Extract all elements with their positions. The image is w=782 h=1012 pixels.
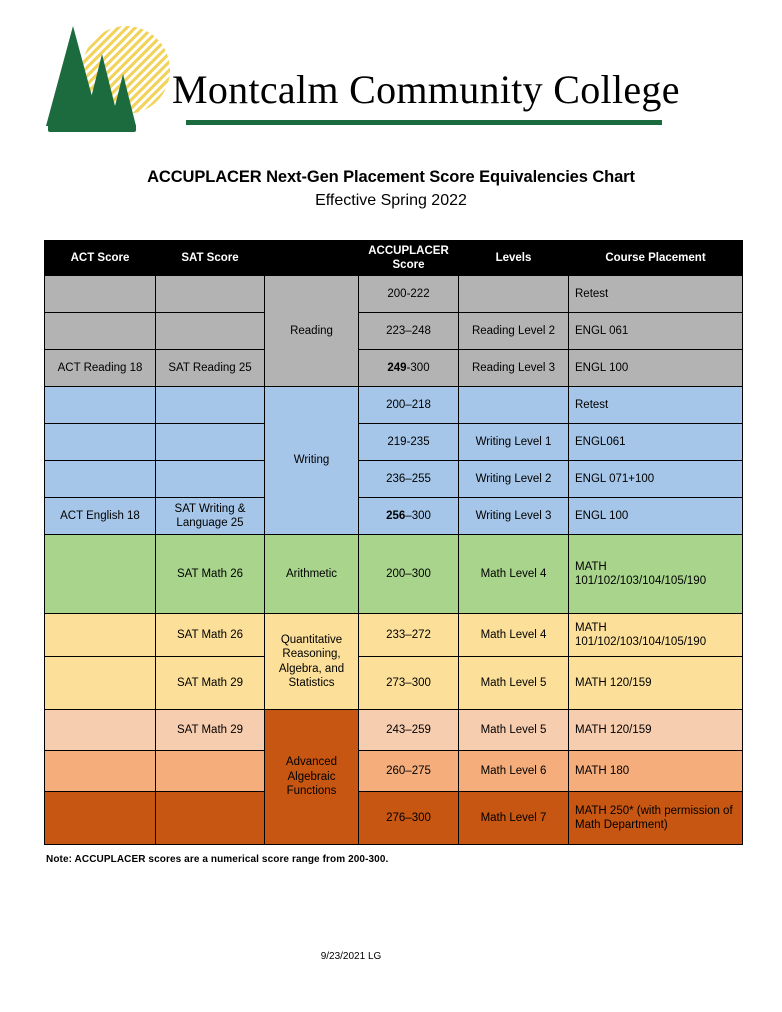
page-title: ACCUPLACER Next-Gen Placement Score Equivalencies Chart (147, 168, 635, 186)
cell-level: Reading Level 2 (459, 313, 569, 350)
cell-sat-score (156, 276, 265, 313)
cell-course-placement: MATH 120/159 (569, 657, 743, 710)
cell-level: Reading Level 3 (459, 350, 569, 387)
cell-act-score (45, 710, 156, 751)
table-row (45, 535, 743, 614)
cell-accuplacer-score: 276–300 (359, 792, 459, 845)
placement-score-table (44, 240, 743, 845)
cell-course-placement: MATH 180 (569, 751, 743, 792)
score-cutoff-value: 249 (387, 361, 407, 374)
college-wordmark: Montcalm Community College (172, 67, 680, 112)
cell-level: Math Level 7 (459, 792, 569, 845)
cell-act-score (45, 276, 156, 313)
cell-subject: Arithmetic (265, 535, 359, 614)
cell-subject: Reading (265, 276, 359, 387)
table-row (45, 498, 743, 535)
col-header-accuplacer-score (359, 241, 459, 276)
cell-accuplacer-score: 223–248 (359, 313, 459, 350)
accuplacer-header-line2: Score (392, 259, 425, 271)
table-row (45, 461, 743, 498)
cell-course-placement: ENGL 100 (569, 350, 743, 387)
cell-sat-score (156, 313, 265, 350)
cell-sat-score (156, 424, 265, 461)
cell-sat-score: SAT Math 29 (156, 710, 265, 751)
tree-base (48, 124, 136, 132)
cell-course-placement: MATH 250* (with permission of Math Department) (569, 792, 743, 845)
cell-level (459, 387, 569, 424)
cell-act-score (45, 614, 156, 657)
col-header-sat-score: SAT Score (156, 241, 265, 276)
cell-act-score (45, 313, 156, 350)
pine-tree-icon-small (110, 74, 136, 126)
cell-course-placement: MATH 101/102/103/104/105/190 (569, 535, 743, 614)
col-header-act-score: ACT Score (45, 241, 156, 276)
table-row (45, 276, 743, 313)
table-row (45, 614, 743, 657)
table-row (45, 751, 743, 792)
cell-level: Math Level 4 (459, 614, 569, 657)
cell-sat-score (156, 751, 265, 792)
cell-accuplacer-score: 260–275 (359, 751, 459, 792)
cell-accuplacer-score: 273–300 (359, 657, 459, 710)
cell-sat-score: SAT Reading 25 (156, 350, 265, 387)
cell-act-score (45, 657, 156, 710)
table-row (45, 350, 743, 387)
cell-level: Math Level 4 (459, 535, 569, 614)
chart-note: Note: ACCUPLACER scores are a numerical score range from 200-300. (46, 854, 389, 865)
cell-accuplacer-score: 249-300 (359, 350, 459, 387)
cell-level: Writing Level 2 (459, 461, 569, 498)
cell-sat-score (156, 387, 265, 424)
cell-sat-score: SAT Math 26 (156, 614, 265, 657)
table-header (45, 241, 743, 276)
cell-subject: Quantitative Reasoning, Algebra, and Statistics (265, 614, 359, 710)
page-subtitle: Effective Spring 2022 (315, 192, 467, 209)
cell-accuplacer-score: 200-222 (359, 276, 459, 313)
masthead (0, 0, 782, 140)
accuplacer-header-line1: ACCUPLACER (368, 244, 449, 257)
cell-sat-score: SAT Writing & Language 25 (156, 498, 265, 535)
cell-course-placement: ENGL 071+100 (569, 461, 743, 498)
college-logo-icon (44, 22, 184, 132)
table-row (45, 657, 743, 710)
cell-sat-score (156, 461, 265, 498)
cell-course-placement: ENGL061 (569, 424, 743, 461)
table-header-row (45, 241, 743, 276)
table-row (45, 424, 743, 461)
table-row (45, 387, 743, 424)
cell-course-placement: MATH 120/159 (569, 710, 743, 751)
logo-underline-rule (186, 120, 662, 125)
cell-accuplacer-score: 233–272 (359, 614, 459, 657)
revision-datestamp: 9/23/2021 LG (320, 951, 382, 962)
cell-act-score (45, 535, 156, 614)
cell-level: Writing Level 3 (459, 498, 569, 535)
cell-accuplacer-score: 243–259 (359, 710, 459, 751)
table-row (45, 792, 743, 845)
score-cutoff-value: 256 (386, 509, 406, 522)
col-header-course-placement: Course Placement (569, 241, 743, 276)
cell-act-score (45, 751, 156, 792)
cell-sat-score: SAT Math 29 (156, 657, 265, 710)
cell-subject: Writing (265, 387, 359, 535)
cell-accuplacer-score: 200–300 (359, 535, 459, 614)
cell-accuplacer-score: 256–300 (359, 498, 459, 535)
cell-act-score (45, 387, 156, 424)
cell-course-placement: ENGL 100 (569, 498, 743, 535)
cell-act-score (45, 461, 156, 498)
table-body (45, 276, 743, 845)
cell-sat-score: SAT Math 26 (156, 535, 265, 614)
cell-accuplacer-score: 219-235 (359, 424, 459, 461)
cell-level: Math Level 6 (459, 751, 569, 792)
cell-course-placement: ENGL 061 (569, 313, 743, 350)
cell-course-placement: Retest (569, 276, 743, 313)
cell-act-score: ACT Reading 18 (45, 350, 156, 387)
cell-accuplacer-score: 200–218 (359, 387, 459, 424)
cell-level: Math Level 5 (459, 710, 569, 751)
cell-course-placement: Retest (569, 387, 743, 424)
cell-course-placement: MATH 101/102/103/104/105/190 (569, 614, 743, 657)
cell-act-score (45, 424, 156, 461)
cell-accuplacer-score: 236–255 (359, 461, 459, 498)
placement-chart (44, 240, 742, 845)
table-row (45, 313, 743, 350)
table-row (45, 710, 743, 751)
cell-act-score: ACT English 18 (45, 498, 156, 535)
cell-level (459, 276, 569, 313)
cell-level: Writing Level 1 (459, 424, 569, 461)
col-header-subject (265, 241, 359, 276)
cell-level: Math Level 5 (459, 657, 569, 710)
cell-act-score (45, 792, 156, 845)
cell-subject: Advanced Algebraic Functions (265, 710, 359, 845)
col-header-levels: Levels (459, 241, 569, 276)
cell-sat-score (156, 792, 265, 845)
